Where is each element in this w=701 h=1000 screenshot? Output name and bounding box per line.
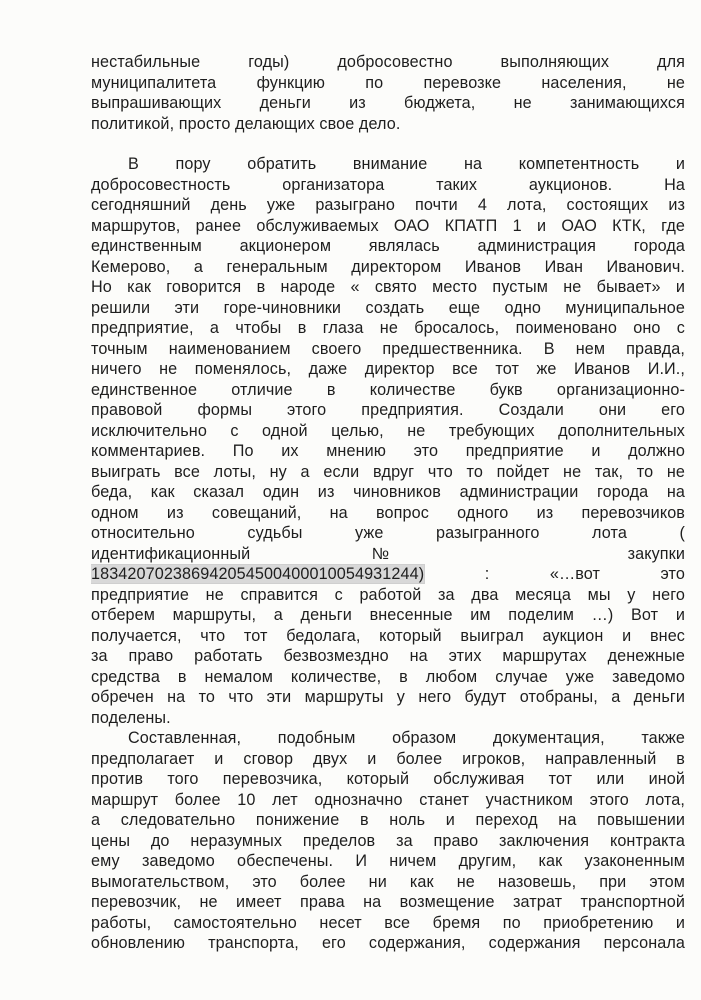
text-line: единственное отличие в количестве букв организационно- [91,380,685,399]
text-line: В пору обратить внимание на компетентность и [128,155,685,173]
paragraph-3 [91,728,685,954]
text-line: решили эти горе-чиновники создать еще одно муниципальное [91,298,685,317]
text-line: маршрутов, ранее обслуживаемых ОАО КПАТП 1 и ОАО КТК, где [91,216,685,235]
text-line: получается, что тот бедолага, который выиграл аукцион и внес [91,626,685,645]
text-line: точным наименованием своего предшественника. В нем правда, [91,339,685,358]
text-line: сегодняшний день уже разыграно почти 4 лота, состоящих из [91,196,685,214]
text-line: цены до неразумных пределов за право заключения контракта [91,831,685,850]
text-line: Но как говорится в народе « свято место пустым не бывает» и [91,278,685,296]
text-line: маршрут более 10 лет однозначно станет участником этого лота, [91,790,685,809]
paragraph-2 [91,154,685,728]
text-line: муниципалитета функцию по перевозке населения, не [91,73,685,92]
text-line: перевозчик, не имеет права на возмещение затрат транспортной [91,893,685,911]
text-line: обновлению транспорта, его содержания, содержания персонала [91,934,685,952]
text-line: поделены. [91,708,171,727]
text-line: против того перевозчика, который обслуживая тот или иной [91,770,685,788]
text-line: ему заведомо обеспечены. И ничем другим, как узаконенным [91,852,685,870]
text-line: единственным акционером являлась администрация города [91,237,685,255]
text-line: беда, как сказал один из чиновников администрации города на [91,483,685,501]
text-line: добросовестность организатора таких аукционов. На [91,175,685,194]
text-line: нестабильные годы) добросовестно выполняющих для [91,53,685,71]
text-line: средства в немалом количестве, в любом случае уже заведомо [91,667,685,686]
text-line: предполагает и сговор двух и более игроков, направленный в [91,749,685,768]
text-line: политикой, просто делающих свое дело. [91,114,401,133]
text-line: работы, самостоятельно несет все бремя по приобретению и [91,913,685,932]
text-line: предприятие, а чтобы в глаза не бросалось, поименовано оно с [91,319,685,337]
code-line [91,564,685,585]
text-line: за право работать безвозмездно на этих маршрутах денежные [91,647,685,665]
document-body [91,52,685,954]
quote-start: : «…вот это [484,565,685,583]
text-line: выпрашивающих деньги из бюджета, не занимающихся [91,94,685,112]
text-line: вымогательством, это более ни как не назовешь, при этом [91,872,685,891]
text-line: ничего не поменялось, даже директор все тот же Иванов И.И., [91,360,685,378]
text-line: Составленная, подобным образом документация, также [128,729,685,747]
text-line: комментариев. По их мнению это предприятие и должно [91,442,685,460]
text-line: предприятие не справится с работой за два месяца мы у него [91,585,685,604]
paragraph-1 [91,52,685,134]
text-line: обречен на то что эти маршруты у него будут отобраны, а деньги [91,688,685,706]
text-line: идентификационный № закупки [91,544,685,563]
text-line: Кемерово, а генеральным директором Иванов Иван Иванович. [91,257,685,276]
text-line: а следовательно понижение в ноль и переход на повышении [91,811,685,829]
text-line: отберем маршруты, а деньги внесенные им поделим …) Вот и [91,606,685,624]
text-line: выиграть все лоты, ну а если вдруг что то пойдет не так, то не [91,462,685,481]
text-line: исключительно с одной целью, не требующих дополнительных [91,421,685,440]
text-line: правовой формы этого предприятия. Создали они его [91,401,685,419]
text-line: относительно судьбы уже разыгранного лота ( [91,524,685,542]
text-line: одном из совещаний, на вопрос одного из перевозчиков [91,503,685,522]
procurement-id-highlight: 183420702386942054500400010054931244) [91,565,425,583]
